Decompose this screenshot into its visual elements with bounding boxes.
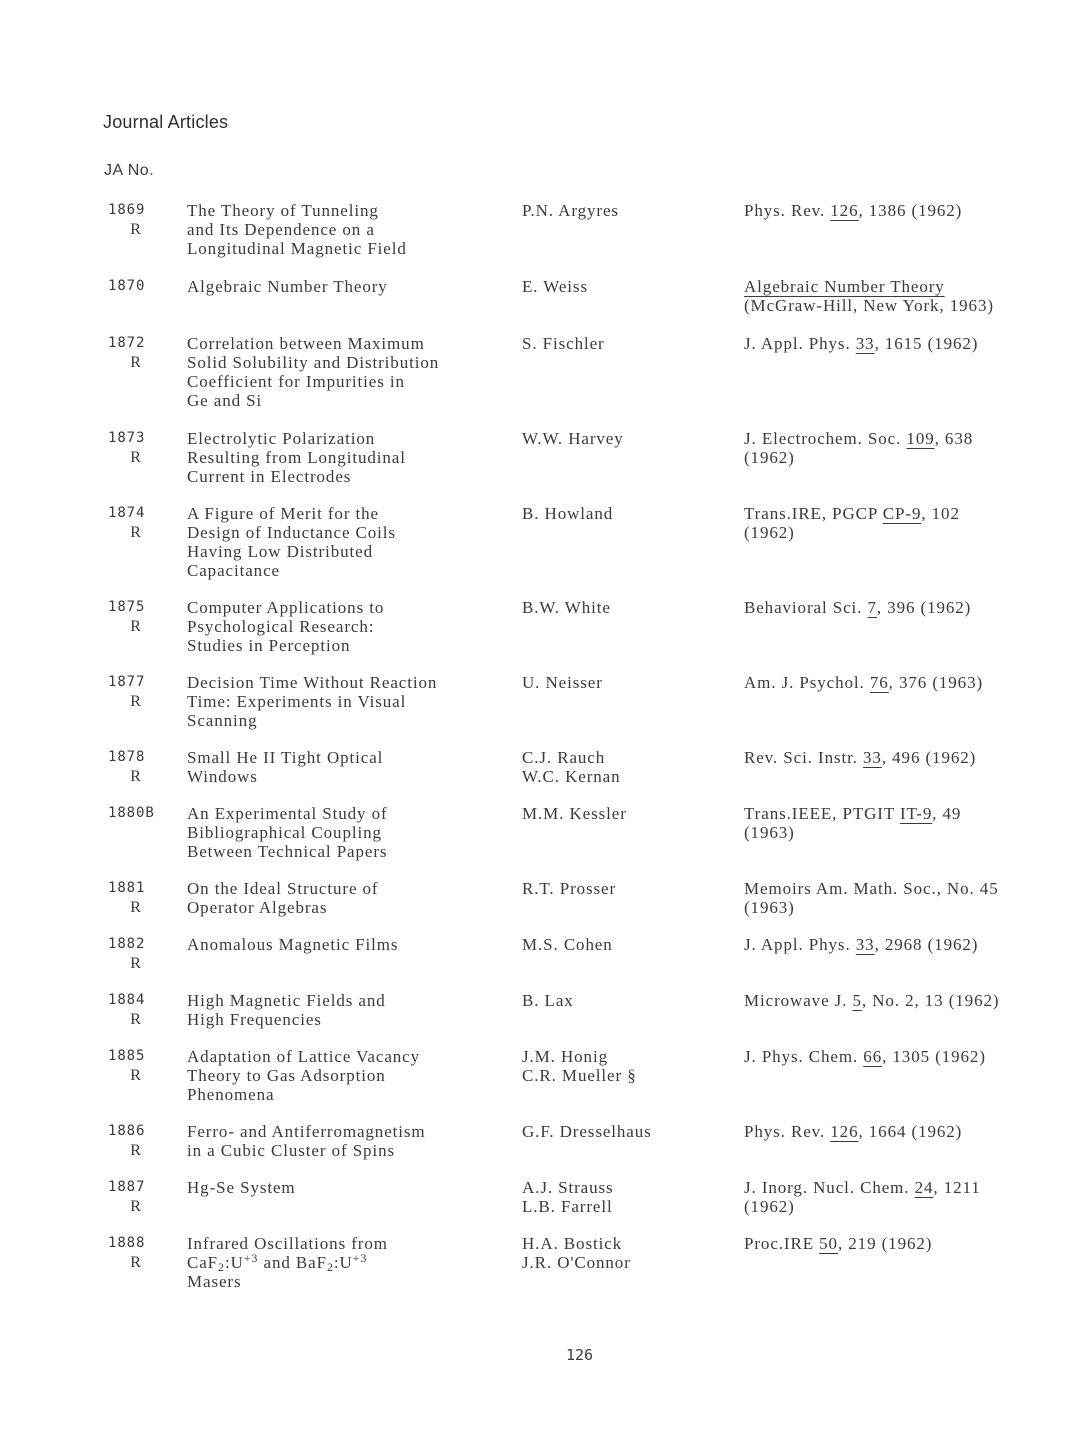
journal-name: J. Appl. Phys. — [744, 334, 856, 353]
article-authors — [522, 1178, 732, 1216]
page-number: 126 — [566, 1346, 594, 1364]
ja-number-value: 1873 — [108, 430, 146, 446]
author-name: H.A. Bostick — [522, 1234, 623, 1253]
reprint-marker: R — [130, 768, 142, 785]
ja-number — [106, 1234, 166, 1272]
reprint-marker: R — [130, 1011, 142, 1028]
ja-number — [106, 1122, 166, 1160]
volume-number: 33 — [855, 334, 875, 353]
article-title-line: Bibliographical Coupling — [187, 823, 382, 842]
volume-number: 33 — [855, 935, 875, 954]
author-name: B. Lax — [522, 991, 574, 1010]
formula-fragment: CaF — [187, 1253, 219, 1272]
ja-number-value: 1885 — [108, 1048, 146, 1064]
page-heading: Journal Articles — [103, 112, 229, 132]
author-name: B. Howland — [522, 504, 614, 523]
article-citation — [744, 598, 1084, 617]
volume-number: 24 — [914, 1178, 934, 1197]
citation-line — [744, 804, 1084, 823]
article-title-line: in a Cubic Cluster of Spins — [187, 1141, 395, 1160]
article-citation — [744, 804, 1084, 842]
article-title-line: Coefficient for Impurities in — [187, 372, 405, 391]
reprint-marker: R — [130, 955, 142, 972]
volume-number: 109 — [906, 429, 935, 448]
citation-line — [744, 1234, 1084, 1253]
article-authors — [522, 201, 732, 220]
page-and-year: , 2968 (1962) — [874, 935, 979, 954]
article-title-line: Phenomena — [187, 1085, 275, 1104]
volume-number: 50 — [819, 1234, 838, 1253]
author-name: J.R. O'Connor — [522, 1253, 631, 1272]
article-title — [187, 598, 507, 655]
citation-line — [744, 504, 1084, 523]
article-title — [187, 1047, 507, 1104]
article-title-line: Small He II Tight Optical — [187, 748, 384, 767]
article-title-line: The Theory of Tunneling — [187, 201, 379, 220]
author-name: M.M. Kessler — [522, 804, 627, 823]
article-title-line: Windows — [187, 767, 258, 786]
article-title — [187, 879, 507, 917]
author-name: M.S. Cohen — [522, 935, 613, 954]
volume-number: 66 — [863, 1047, 883, 1066]
article-authors — [522, 991, 732, 1010]
article-title — [187, 201, 507, 258]
article-title — [187, 334, 507, 410]
ja-number — [106, 277, 166, 296]
journal-name: J. Appl. Phys. — [744, 935, 856, 954]
journal-name: J. Electrochem. Soc. — [744, 429, 907, 448]
ja-number-value: 1880B — [108, 805, 155, 821]
citation-line: (1962) — [744, 1197, 795, 1216]
article-title-line: High Frequencies — [187, 1010, 322, 1029]
ja-number-value: 1881 — [108, 880, 146, 896]
article-title-line: Algebraic Number Theory — [187, 277, 388, 296]
article-title — [187, 935, 507, 954]
ja-number-value: 1874 — [108, 505, 146, 521]
journal-name: Am. J. Psychol. — [744, 673, 870, 692]
article-title — [187, 991, 507, 1029]
article-title-line: Current in Electrodes — [187, 467, 352, 486]
author-name: U. Neisser — [522, 673, 603, 692]
article-title — [187, 504, 507, 580]
journal-name: Phys. Rev. — [744, 1122, 831, 1141]
ja-number — [106, 429, 166, 467]
ja-number-value: 1872 — [108, 335, 146, 351]
page-and-year: , 1305 (1962) — [882, 1047, 986, 1066]
page-and-year: , 496 (1962) — [881, 748, 977, 767]
citation-line — [744, 748, 1084, 767]
citation-line: (1962) — [744, 448, 795, 467]
ja-number-value: 1882 — [108, 936, 146, 952]
citation-line: (1963) — [744, 823, 795, 842]
citation-line — [744, 991, 1084, 1010]
citation-line — [744, 201, 1084, 220]
citation-line: (1962) — [744, 523, 795, 542]
article-title-line: Theory to Gas Adsorption — [187, 1066, 386, 1085]
article-authors — [522, 277, 732, 296]
journal-name: Rev. Sci. Instr. — [744, 748, 864, 767]
author-name: L.B. Farrell — [522, 1197, 613, 1216]
reprint-marker: R — [130, 899, 142, 916]
article-title-line: Solid Solubility and Distribution — [187, 353, 440, 372]
author-name: A.J. Strauss — [522, 1178, 614, 1197]
page-and-year: , No. 2, 13 (1962) — [861, 991, 1000, 1010]
page-and-year: , 49 — [932, 804, 962, 823]
journal-name: Behavioral Sci. — [744, 598, 868, 617]
ja-number-value: 1887 — [108, 1179, 146, 1195]
article-title-line — [187, 1253, 507, 1272]
journal-name: Trans.IEEE, PTGIT — [744, 804, 900, 823]
formula-fragment: 2 — [326, 1260, 334, 1274]
volume-number: 126 — [830, 201, 859, 220]
article-title-line: Longitudinal Magnetic Field — [187, 239, 407, 258]
volume-number: IT-9 — [899, 804, 933, 823]
citation-line — [744, 935, 1084, 954]
article-citation — [744, 1178, 1084, 1216]
article-title-line: Correlation between Maximum — [187, 334, 425, 353]
article-title-line: High Magnetic Fields and — [187, 991, 386, 1010]
article-authors — [522, 334, 732, 353]
ja-number — [106, 334, 166, 372]
author-name: G.F. Dresselhaus — [522, 1122, 652, 1141]
formula-fragment: :U — [224, 1253, 244, 1272]
journal-name: Memoirs Am. Math. Soc., No. 45 — [744, 879, 999, 898]
journal-name: J. Phys. Chem. — [744, 1047, 864, 1066]
page-and-year: , 1211 — [933, 1178, 981, 1197]
article-title — [187, 748, 507, 786]
citation-line — [744, 1122, 1084, 1141]
article-title-line: Scanning — [187, 711, 258, 730]
citation-line — [744, 673, 1084, 692]
article-title-line: Decision Time Without Reaction — [187, 673, 438, 692]
citation-line: (1963) — [744, 898, 795, 917]
article-title — [187, 1178, 507, 1197]
article-authors — [522, 504, 732, 523]
journal-name: Phys. Rev. — [744, 201, 831, 220]
formula-fragment: :U — [333, 1253, 353, 1272]
ja-number-value: 1884 — [108, 992, 146, 1008]
article-title-line: Studies in Perception — [187, 636, 351, 655]
citation-line — [744, 1047, 1084, 1066]
article-authors — [522, 935, 732, 954]
citation-line — [744, 879, 1084, 898]
article-citation — [744, 504, 1084, 542]
formula-fragment: +3 — [352, 1251, 368, 1265]
article-title — [187, 673, 507, 730]
article-title-line: Anomalous Magnetic Films — [187, 935, 399, 954]
ja-number — [106, 804, 166, 823]
author-name: R.T. Prosser — [522, 879, 617, 898]
ja-number-value: 1869 — [108, 202, 146, 218]
article-citation — [744, 1234, 1084, 1253]
page-and-year: , 1615 (1962) — [874, 334, 979, 353]
article-citation — [744, 991, 1084, 1010]
reprint-marker: R — [130, 1142, 142, 1159]
reprint-marker: R — [130, 354, 142, 371]
reprint-marker: R — [130, 1254, 142, 1271]
journal-name: Trans.IRE, PGCP — [744, 504, 883, 523]
volume-number: CP-9 — [882, 504, 922, 523]
volume-number: 5 — [852, 991, 862, 1010]
article-title-line: On the Ideal Structure of — [187, 879, 379, 898]
ja-number — [106, 879, 166, 917]
page-and-year: , 376 (1963) — [888, 673, 984, 692]
formula-fragment: +3 — [243, 1251, 259, 1265]
ja-number — [106, 748, 166, 786]
article-citation — [744, 935, 1084, 954]
ja-number-value: 1870 — [108, 278, 146, 294]
ja-number — [106, 935, 166, 973]
article-authors — [522, 804, 732, 823]
article-citation — [744, 277, 1084, 315]
article-citation — [744, 1122, 1084, 1141]
volume-number: 76 — [869, 673, 889, 692]
author-name: J.M. Honig — [522, 1047, 608, 1066]
article-title-line: Hg-Se System — [187, 1178, 296, 1197]
ja-number-column-label: JA No. — [104, 162, 155, 179]
journal-name: J. Inorg. Nucl. Chem. — [744, 1178, 915, 1197]
journal-name: Microwave J. — [744, 991, 853, 1010]
ja-number — [106, 1178, 166, 1216]
author-name: W.W. Harvey — [522, 429, 624, 448]
citation-line — [744, 334, 1084, 353]
ja-number-value: 1888 — [108, 1235, 146, 1251]
volume-number: 33 — [863, 748, 882, 767]
ja-number — [106, 201, 166, 239]
ja-number — [106, 1047, 166, 1085]
article-authors — [522, 1234, 732, 1272]
citation-line — [744, 277, 1084, 296]
volume-number: 7 — [867, 598, 877, 617]
page-and-year: , 396 (1962) — [876, 598, 972, 617]
article-citation — [744, 201, 1084, 220]
formula-fragment: 2 — [218, 1260, 225, 1274]
reprint-marker: R — [130, 1198, 142, 1215]
ja-number-value: 1877 — [108, 674, 146, 690]
reprint-marker: R — [130, 618, 142, 635]
article-title-line: Time: Experiments in Visual — [187, 692, 407, 711]
article-authors — [522, 673, 732, 692]
citation-line: (McGraw-Hill, New York, 1963) — [744, 296, 994, 315]
article-citation — [744, 334, 1084, 353]
article-title-line: Masers — [187, 1272, 242, 1291]
article-authors — [522, 1122, 732, 1141]
ja-number — [106, 504, 166, 542]
article-title-line: Adaptation of Lattice Vacancy — [187, 1047, 421, 1066]
article-authors — [522, 598, 732, 617]
author-name: C.J. Rauch — [522, 748, 606, 767]
article-title-line: An Experimental Study of — [187, 804, 388, 823]
author-name: C.R. Mueller § — [522, 1066, 637, 1085]
page-and-year: , 638 — [934, 429, 974, 448]
reprint-marker: R — [130, 1067, 142, 1084]
article-title-line: Design of Inductance Coils — [187, 523, 396, 542]
citation-line — [744, 1178, 1084, 1197]
ja-number — [106, 598, 166, 636]
citation-line — [744, 598, 1084, 617]
page-and-year: , 1386 (1962) — [858, 201, 963, 220]
article-title-line: A Figure of Merit for the — [187, 504, 379, 523]
article-title-line: Ge and Si — [187, 391, 263, 410]
citation-line — [744, 429, 1084, 448]
article-citation — [744, 673, 1084, 692]
article-title-line: Capacitance — [187, 561, 280, 580]
page-and-year: , 219 (1962) — [837, 1234, 933, 1253]
article-citation — [744, 748, 1084, 767]
journal-name: Proc.IRE — [744, 1234, 820, 1253]
article-title-line: Operator Algebras — [187, 898, 328, 917]
article-title — [187, 277, 507, 296]
article-citation — [744, 1047, 1084, 1066]
book-title: Algebraic Number Theory — [744, 277, 945, 296]
article-authors — [522, 879, 732, 898]
ja-number-value: 1875 — [108, 599, 146, 615]
article-title-line: and Its Dependence on a — [187, 220, 375, 239]
article-authors — [522, 429, 732, 448]
author-name: S. Fischler — [522, 334, 605, 353]
author-name: B.W. White — [522, 598, 611, 617]
article-title-line: Electrolytic Polarization — [187, 429, 376, 448]
ja-number-value: 1878 — [108, 749, 146, 765]
article-title — [187, 804, 507, 861]
ja-number — [106, 991, 166, 1029]
article-title-line: Computer Applications to — [187, 598, 385, 617]
ja-number-value: 1886 — [108, 1123, 146, 1139]
author-name: E. Weiss — [522, 277, 588, 296]
article-title-line: Between Technical Papers — [187, 842, 388, 861]
author-name: W.C. Kernan — [522, 767, 621, 786]
article-authors — [522, 748, 732, 786]
article-citation — [744, 879, 1084, 917]
ja-number — [106, 673, 166, 711]
reprint-marker: R — [130, 221, 142, 238]
page-and-year: , 102 — [921, 504, 960, 523]
formula-fragment: and BaF — [258, 1253, 327, 1272]
article-title-line: Infrared Oscillations from — [187, 1234, 388, 1253]
article-title — [187, 429, 507, 486]
article-citation — [744, 429, 1084, 467]
article-title-line: Resulting from Longitudinal — [187, 448, 406, 467]
article-title-line: Psychological Research: — [187, 617, 375, 636]
reprint-marker: R — [130, 693, 142, 710]
reprint-marker: R — [130, 449, 142, 466]
volume-number: 126 — [830, 1122, 859, 1141]
article-title-line: Ferro- and Antiferromagnetism — [187, 1122, 426, 1141]
author-name: P.N. Argyres — [522, 201, 619, 220]
reprint-marker: R — [130, 524, 142, 541]
article-title-line: Having Low Distributed — [187, 542, 373, 561]
page-and-year: , 1664 (1962) — [858, 1122, 963, 1141]
article-title — [187, 1122, 507, 1160]
article-title — [187, 1234, 507, 1291]
article-authors — [522, 1047, 732, 1085]
